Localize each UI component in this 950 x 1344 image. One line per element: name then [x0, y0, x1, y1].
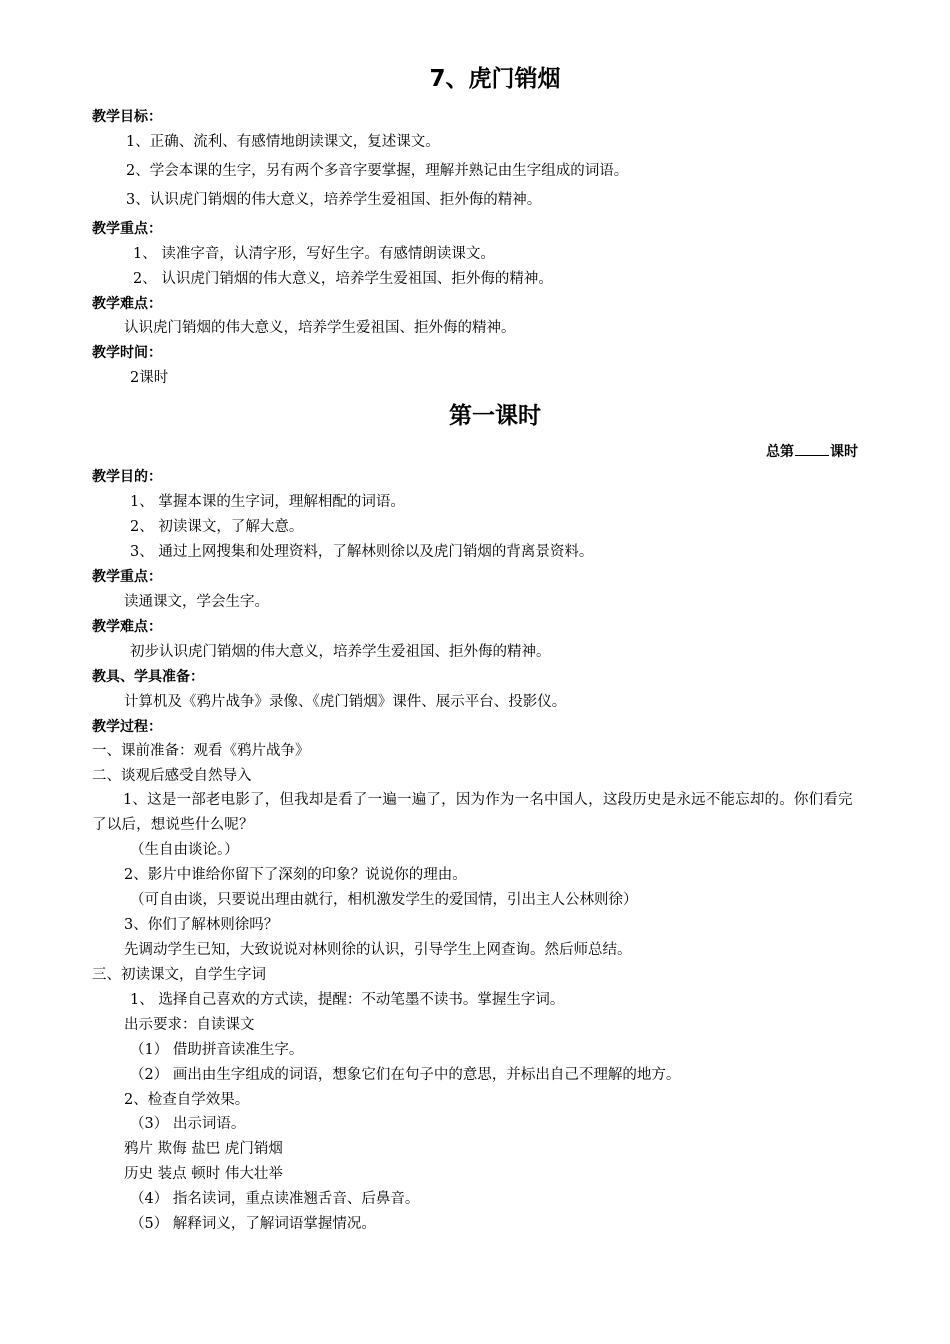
process-line: 3、你们了解林则徐吗？	[124, 917, 279, 933]
time-text: 2课时	[130, 370, 169, 386]
lesson-key-heading: 教学重点：	[92, 569, 162, 585]
process-line: （1） 借助拼音读准生字。	[130, 1042, 304, 1058]
process-heading: 教学过程：	[92, 719, 162, 735]
objective-item: 2、学会本课的生字，另有两个多音字要掌握，理解并熟记由生字组成的词语。	[126, 163, 629, 179]
key-point-item: 2、 认识虎门销烟的伟大意义，培养学生爱祖国、拒外侮的精神。	[133, 271, 553, 287]
process-line: 2、影片中谁给你留下了深刻的印象？说说你的理由。	[124, 867, 467, 883]
total-prefix: 总第	[766, 444, 794, 460]
process-paragraph: 1、这是一部老电影了，但我却是看了一遍一遍了，因为作为一名中国人，这段历史是永远不能忘却的。你们看完了以后，想说些什么呢？	[92, 792, 853, 833]
process-line: （3） 出示词语。	[130, 1116, 246, 1132]
objective-item: 1、正确、流利、有感情地朗读课文，复述课文。	[126, 134, 440, 150]
objectives-heading: 教学目标：	[92, 109, 162, 125]
time-heading: 教学时间：	[92, 345, 162, 361]
key-points-heading: 教学重点：	[92, 221, 162, 237]
tools-text: 计算机及《鸦片战争》录像、《虎门销烟》课件、展示平台、投影仪。	[124, 694, 567, 710]
process-line: （生自由谈论。）	[130, 842, 239, 858]
process-step: 三、初读课文，自学生字词	[92, 967, 266, 983]
lesson-key-text: 读通课文，学会生字。	[124, 594, 269, 610]
process-line: （4） 指名读词，重点读准翘舌音、后鼻音。	[130, 1191, 420, 1207]
difficulties-text: 认识虎门销烟的伟大意义，培养学生爱祖国、拒外侮的精神。	[124, 320, 516, 336]
lesson-diff-heading: 教学难点：	[92, 619, 162, 635]
process-line: 先调动学生已知，大致说说对林则徐的认识，引导学生上网查询。然后师总结。	[124, 942, 632, 958]
process-line: （2） 画出由生字组成的词语，想象它们在句子中的意思，并标出自己不理解的地方。	[130, 1067, 681, 1083]
process-step: 二、谈观后感受自然导入	[92, 768, 252, 784]
difficulties-heading: 教学难点：	[92, 296, 162, 312]
objective-item: 3、认识虎门销烟的伟大意义，培养学生爱祖国、拒外侮的精神。	[126, 192, 542, 208]
total-lesson-counter	[766, 441, 858, 463]
tools-heading: 教具、学具准备：	[92, 669, 204, 685]
key-point-item: 1、 读准字音，认清字形，写好生字。有感情朗读课文。	[133, 246, 495, 262]
section-title: 第一课时	[449, 403, 541, 429]
lesson-title: 7、虎门销烟	[429, 66, 561, 92]
process-line: （可自由谈，只要说出理由就行，相机激发学生的爱国情，引出主人公林则徐）	[130, 892, 638, 908]
process-line: 2、检查自学效果。	[124, 1092, 250, 1108]
process-line: 1、 选择自己喜欢的方式读，提醒：不动笔墨不读书。掌握生字词。	[130, 992, 565, 1008]
total-suffix: 课时	[830, 444, 858, 460]
total-blank	[795, 441, 829, 456]
aims-heading: 教学目的：	[92, 469, 162, 485]
process-line: 出示要求：自读课文	[124, 1017, 255, 1033]
word-list-row: 鸦片 欺侮 盐巴 虎门销烟	[124, 1141, 283, 1157]
aim-item: 2、 初读课文，了解大意。	[130, 519, 304, 535]
aim-item: 3、 通过上网搜集和处理资料，了解林则徐以及虎门销烟的背离景资料。	[130, 544, 594, 560]
aim-item: 1、 掌握本课的生字词，理解相配的词语。	[130, 494, 405, 510]
lesson-diff-text: 初步认识虎门销烟的伟大意义，培养学生爱祖国、拒外侮的精神。	[130, 644, 551, 660]
process-line: （5） 解释词义，了解词语掌握情况。	[130, 1216, 376, 1232]
process-step: 一、课前准备：观看《鸦片战争》	[92, 743, 310, 759]
word-list-row: 历史 装点 顿时 伟大壮举	[124, 1166, 283, 1182]
